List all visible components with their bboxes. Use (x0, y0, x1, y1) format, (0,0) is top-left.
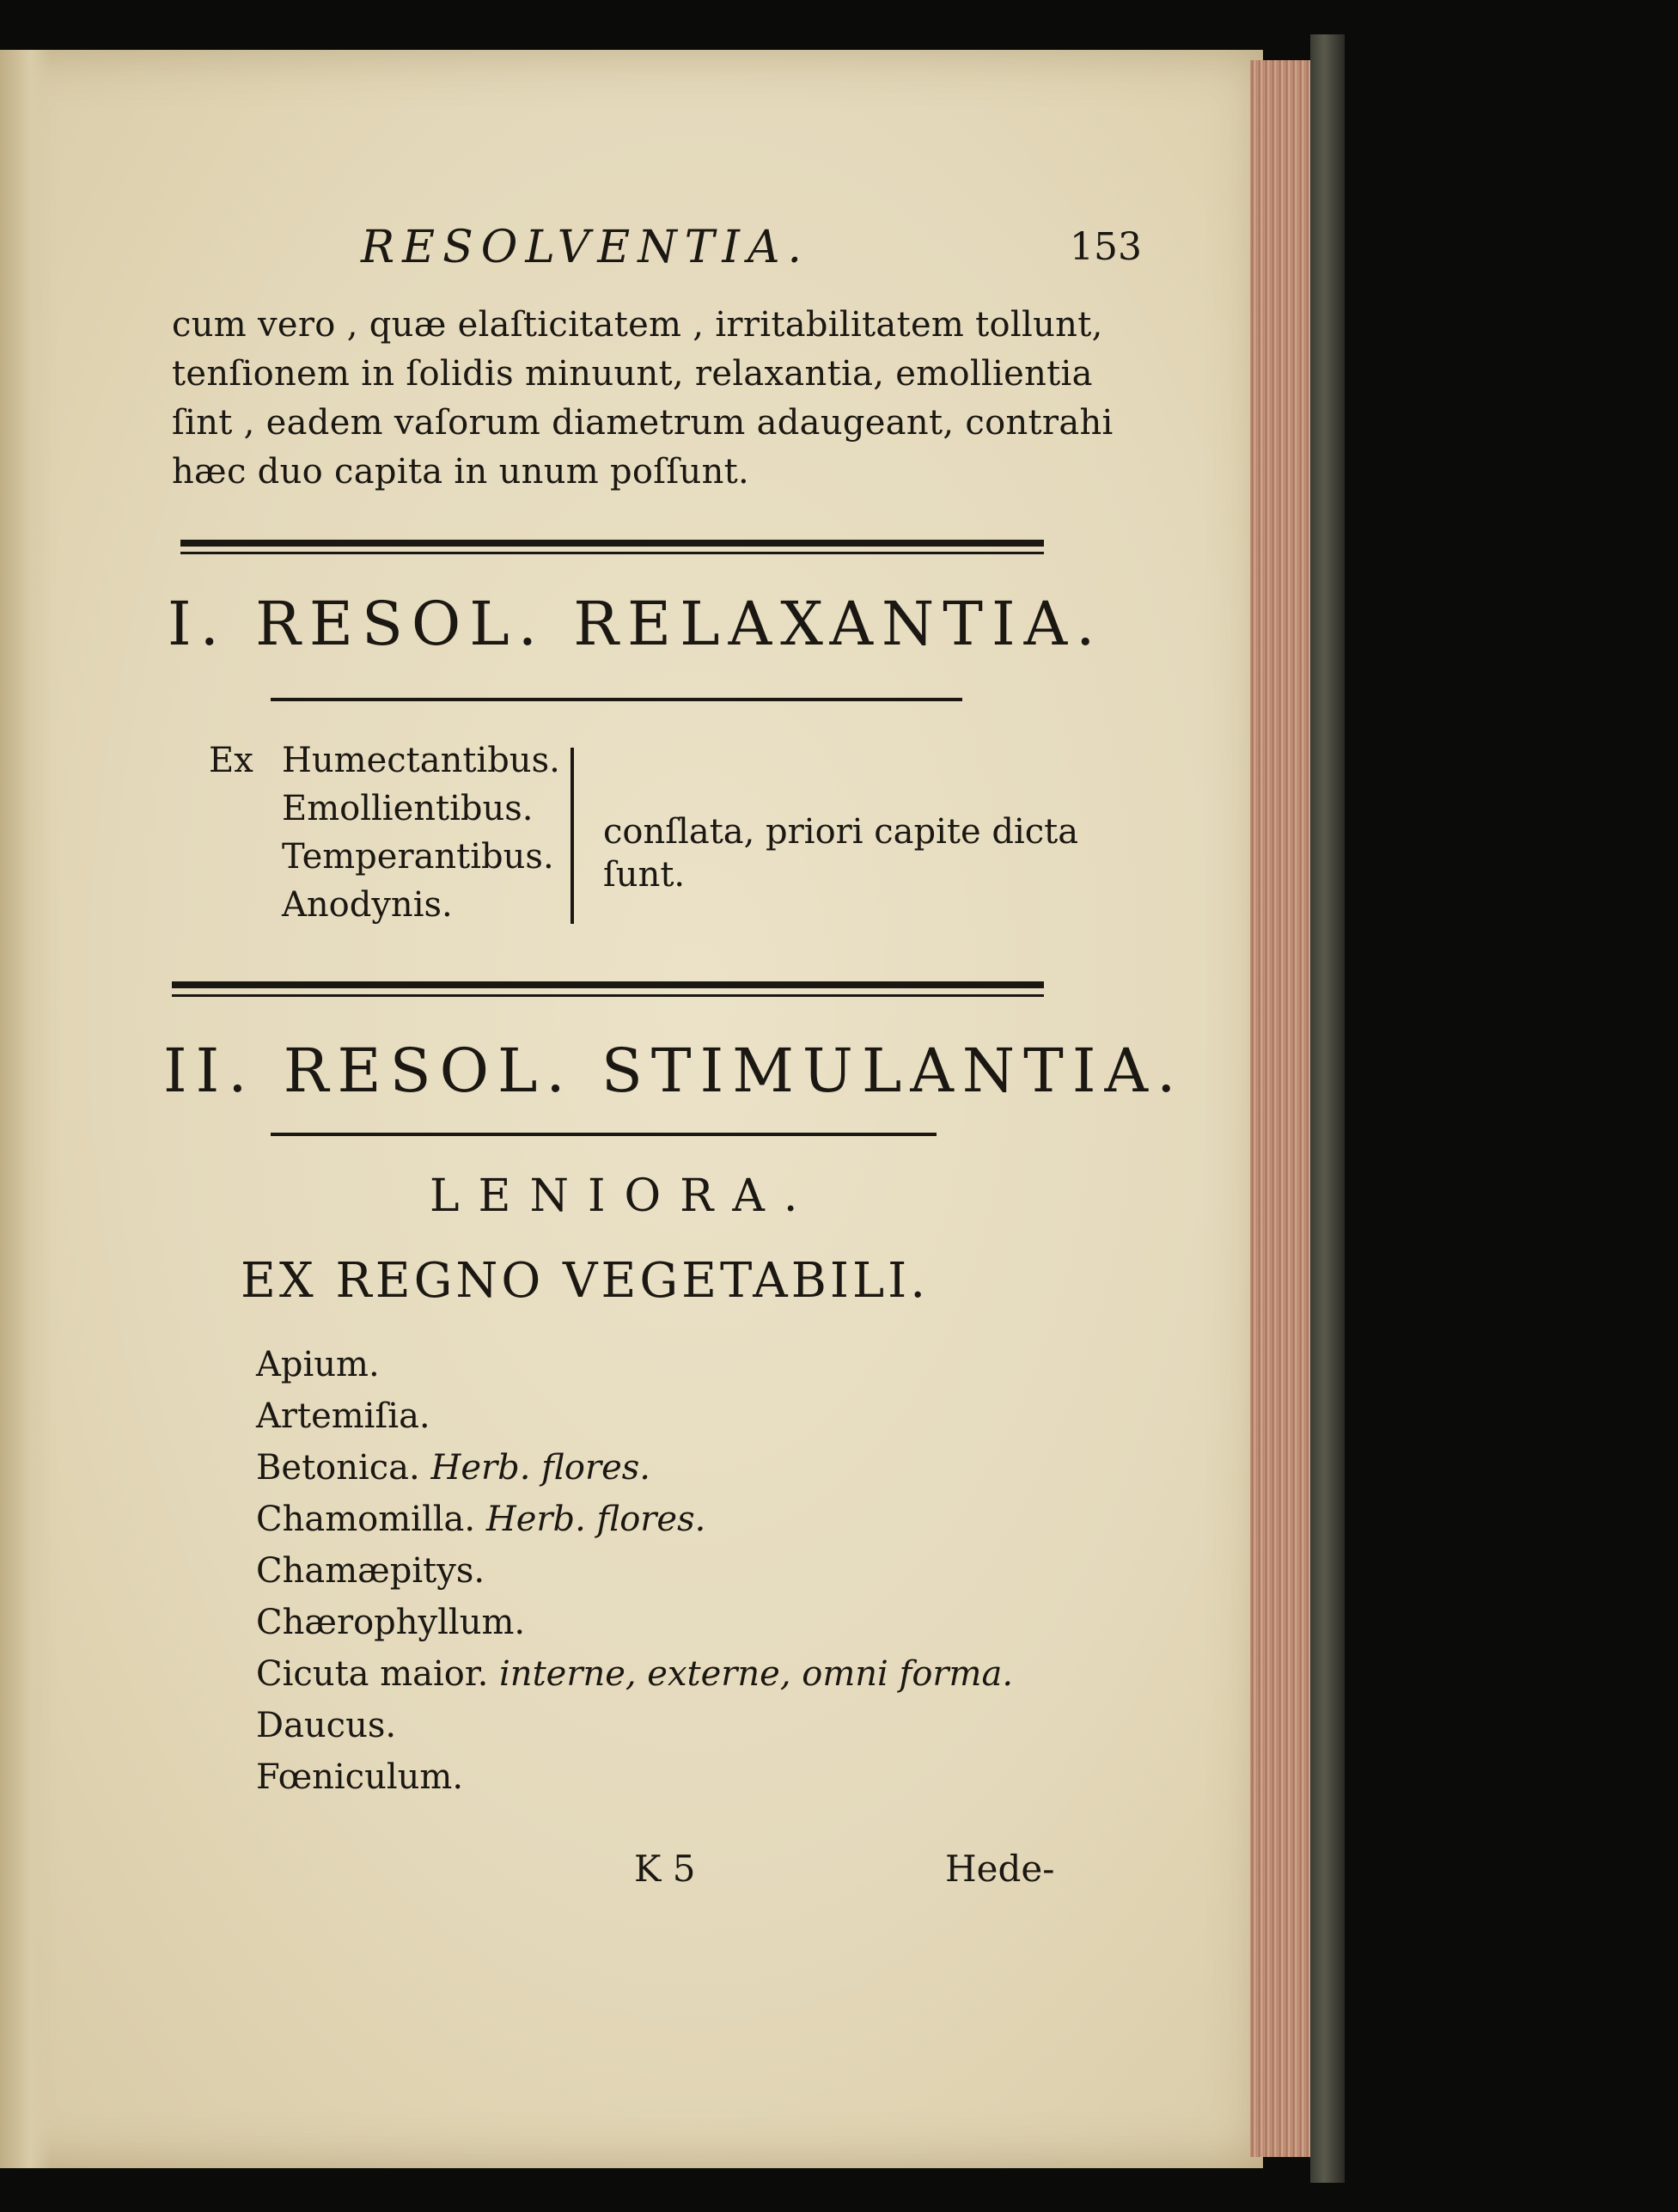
book-cover (1310, 34, 1345, 2183)
section-heading-relaxantia: I. RESOL. RELAXANTIA. (168, 589, 1104, 659)
remedy-class: Temperantibus. (282, 837, 554, 877)
catchword: Hede- (945, 1848, 1055, 1890)
bracket-note: conſlata, priori capite dicta (603, 812, 1079, 852)
running-head: RESOLVENTIA. (361, 222, 810, 273)
plant-entry: Daucus. (256, 1706, 397, 1745)
section-heading-stimulantia: II. RESOL. STIMULANTIA. (163, 1036, 1185, 1106)
plant-note: Herb. flores. (485, 1500, 706, 1539)
remedy-class: Emollientibus. (282, 789, 534, 828)
intro-line: ſint , eadem vaſorum diametrum adaugeant, contrahi (172, 403, 1114, 443)
kingdom-heading: EX REGNO VEGETABILI. (241, 1253, 930, 1309)
section-rule (271, 698, 962, 701)
intro-line: cum vero , quæ elaſticitatem , irritabilitatem tollunt, (172, 305, 1103, 345)
plant-entry: Cicuta maior. interne, externe, omni forma. (256, 1654, 1014, 1694)
intro-line: tenſionem in ſolidis minuunt, relaxantia, emollientia (172, 354, 1093, 394)
double-rule-top (180, 540, 1044, 547)
intro-line: hæc duo capita in unum poſſunt. (172, 452, 750, 492)
plant-entry: Chamomilla. Herb. flores. (256, 1500, 706, 1539)
plant-entry: Chærophyllum. (256, 1603, 526, 1642)
plant-entry: Chamæpitys. (256, 1551, 485, 1591)
bracket-note: ſunt. (603, 855, 686, 895)
plant-entry: Fœniculum. (256, 1757, 464, 1797)
subheading-leniora: LENIORA. (430, 1170, 817, 1222)
page-edges (1250, 60, 1315, 2157)
brace-bracket (558, 748, 574, 924)
list-prefix: Ex (209, 741, 253, 780)
remedy-class: Anodynis. (282, 885, 453, 925)
plant-entry: Betonica. Herb. flores. (256, 1448, 650, 1488)
page-number: 153 (1070, 225, 1142, 269)
page-gutter (0, 50, 52, 2168)
double-rule-bottom (180, 552, 1044, 554)
remedy-class: Humectantibus. (282, 741, 560, 780)
signature-mark: K 5 (634, 1848, 696, 1890)
plant-entry: Artemiſia. (256, 1396, 430, 1436)
double-rule-top (172, 981, 1044, 988)
plant-note: Herb. flores. (430, 1448, 650, 1488)
section-rule (271, 1133, 937, 1136)
double-rule-bottom (172, 994, 1044, 997)
plant-entry: Apium. (256, 1345, 380, 1384)
plant-note: interne, externe, omni forma. (499, 1654, 1014, 1694)
